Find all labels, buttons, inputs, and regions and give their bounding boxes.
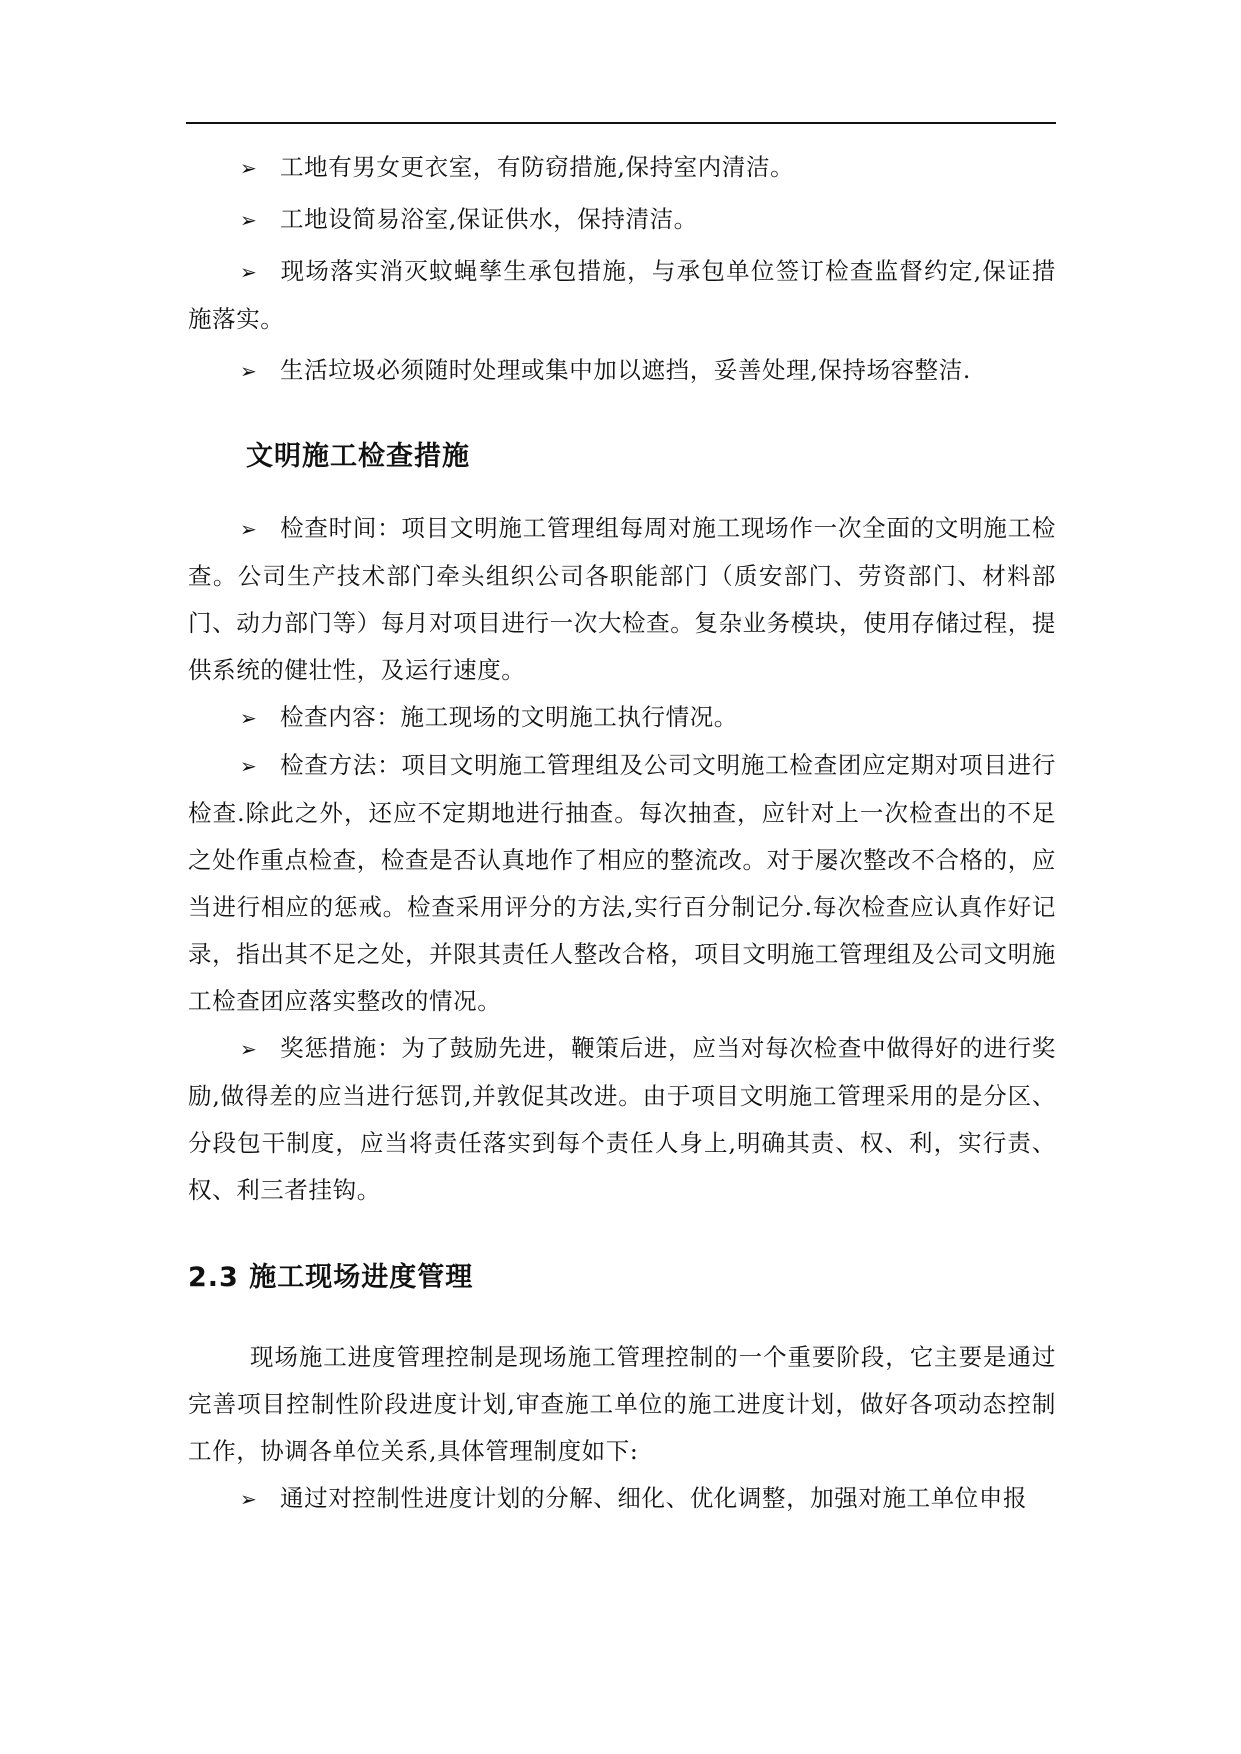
header-rule [186,122,1056,124]
arrow-bullet-icon: ➢ [240,260,258,284]
subheading-inspection: 文明施工检查措施 [246,441,470,472]
arrow-bullet-icon: ➢ [240,754,258,778]
bullet-item: ➢ 检查内容：施工现场的文明施工执行情况。 [188,694,1056,742]
arrow-bullet-icon: ➢ [240,1037,258,1061]
arrow-bullet-icon: ➢ [240,156,258,180]
arrow-bullet-icon: ➢ [240,208,258,232]
arrow-bullet-icon: ➢ [240,517,258,541]
arrow-bullet-icon: ➢ [240,706,258,730]
bullet-item: ➢ 通过对控制性进度计划的分解、细化、优化调整，加强对施工单位申报 [188,1475,1056,1523]
arrow-bullet-icon: ➢ [240,359,258,383]
bullet-item: ➢ 工地有男女更衣室，有防窃措施,保持室内清洁。 [188,144,1056,192]
page-content [188,144,1056,1523]
bullet-item: ➢ 现场落实消灭蚊蝇孳生承包措施，与承包单位签订检查监督约定,保证措施落实。 [188,248,1056,343]
bullet-item: ➢ 工地设简易浴室,保证供水，保持清洁。 [188,196,1056,244]
section-paragraph: 现场施工进度管理控制是现场施工管理控制的一个重要阶段，它主要是通过完善项目控制性阶段进度计划,审查施工单位的施工进度计划，做好各项动态控制工作，协调各单位关系,具体管理制度如下: [188,1343,1056,1465]
section-heading: 2.3 施工现场进度管理 [188,1262,474,1293]
bullet-item: ➢ 生活垃圾必须随时处理或集中加以遮挡，妥善处理,保持场容整洁. [188,347,1056,395]
bullet-item: ➢ 奖惩措施：为了鼓励先进，鞭策后进，应当对每次检查中做得好的进行奖励,做得差的应当进行惩罚,并敦促其改进。由于项目文明施工管理采用的是分区、分段包干制度，应当将责任落实到每个责任人身上,明确其责、权、利，实行责、权、利三者挂钩。 [188,1025,1056,1214]
bullet-item: ➢ 检查方法：项目文明施工管理组及公司文明施工检查团应定期对项目进行检查.除此之外，还应不定期地进行抽查。每次抽查，应针对上一次检查出的不足之处作重点检查，检查是否认真地作了相应的整流改。对于屡次整改不合格的，应当进行相应的惩戒。检查采用评分的方法,实行百分制记分.每次检查应认真作好记录，指出其不足之处，并限其责任人整改合格，项目文明施工管理组及公司文明施工检查团应落实整改的情况。 [188,742,1056,1025]
bullet-item: ➢ 检查时间：项目文明施工管理组每周对施工现场作一次全面的文明施工检查。公司生产技术部门牵头组织公司各职能部门（质安部门、劳资部门、材料部门、动力部门等）每月对项目进行一次大检查。复杂业务模块，使用存储过程，提供系统的健壮性，及运行速度。 [188,505,1056,694]
arrow-bullet-icon: ➢ [240,1487,258,1511]
